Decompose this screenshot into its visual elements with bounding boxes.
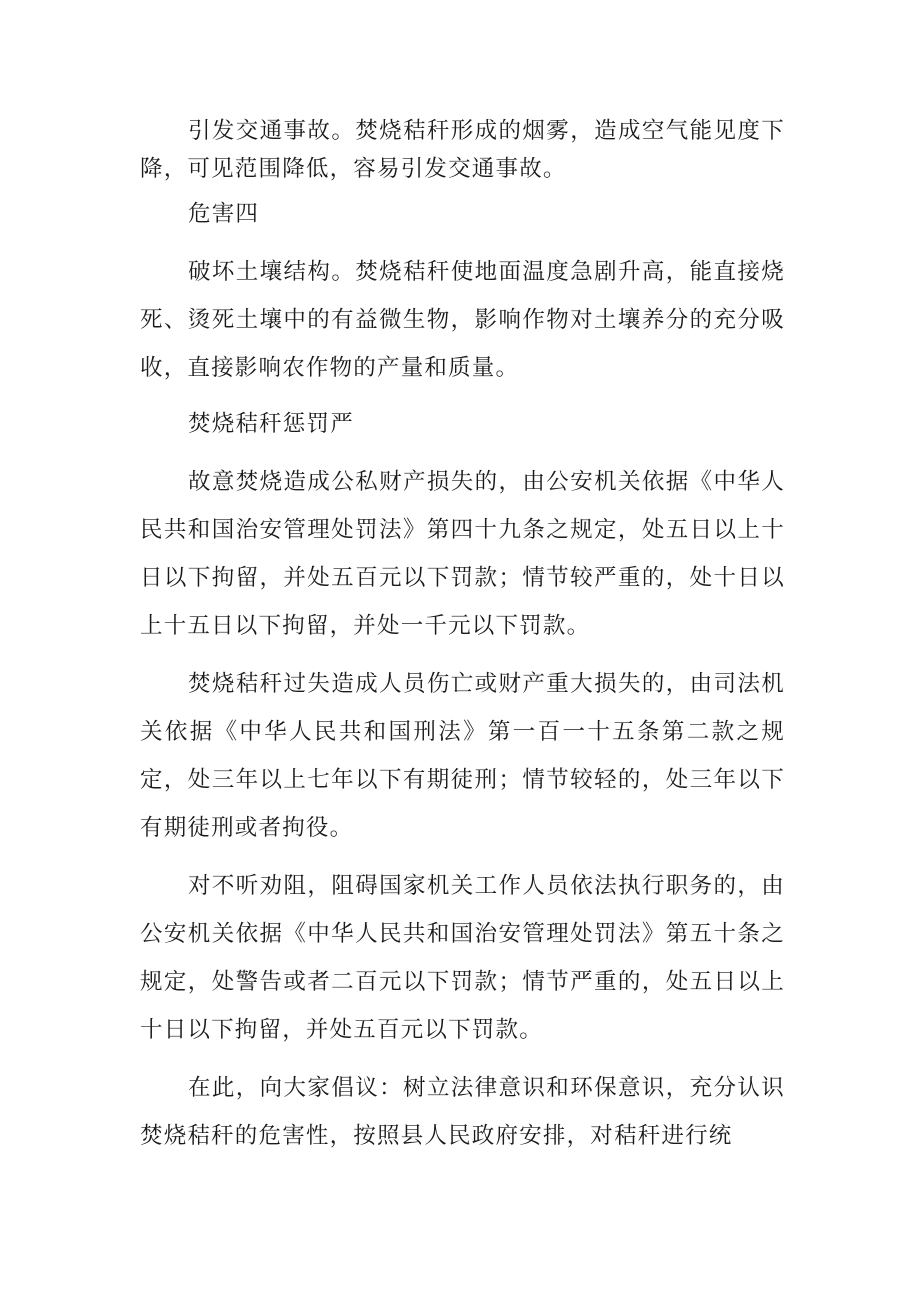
document-page bbox=[140, 0, 785, 1301]
paragraph-traffic-accident: 引发交通事故。焚烧秸秆形成的烟雾，造成空气能见度下降，可见范围降低，容易引发交通事故。 bbox=[140, 118, 785, 182]
heading-hazard-four: 危害四 bbox=[188, 201, 260, 227]
heading-penalties: 焚烧秸秆惩罚严 bbox=[188, 411, 354, 437]
paragraph-negligent-burning: 焚烧秸秆过失造成人员伤亡或财产重大损失的，由司法机关依据《中华人民共和国刑法》第一百一十五条第二款之规定，处三年以上七年以下有期徒刑；情节较轻的，处三年以下有期徒刑或者拘役。 bbox=[140, 671, 785, 841]
paragraph-obstruction: 对不听劝阻，阻碍国家机关工作人员依法执行职务的，由公安机关依据《中华人民共和国治安管理处罚法》第五十条之规定，处警告或者二百元以下罚款；情节严重的，处五日以上十日以下拘留，并处五百元以下罚款。 bbox=[140, 873, 785, 1043]
paragraph-proposal: 在此，向大家倡议：树立法律意识和环保意识，充分认识焚烧秸秆的危害性，按照县人民政府安排，对秸秆进行统 bbox=[140, 1075, 785, 1149]
paragraph-intentional-burning: 故意焚烧造成公私财产损失的，由公安机关依据《中华人民共和国治安管理处罚法》第四十九条之规定，处五日以上十日以下拘留，并处五百元以下罚款；情节较严重的，处十日以上十五日以下拘留，并处一千元以下罚款。 bbox=[140, 469, 785, 639]
paragraph-soil-structure: 破坏土壤结构。焚烧秸秆使地面温度急剧升高，能直接烧死、烫死土壤中的有益微生物，影响作物对土壤养分的充分吸收，直接影响农作物的产量和质量。 bbox=[140, 259, 785, 381]
